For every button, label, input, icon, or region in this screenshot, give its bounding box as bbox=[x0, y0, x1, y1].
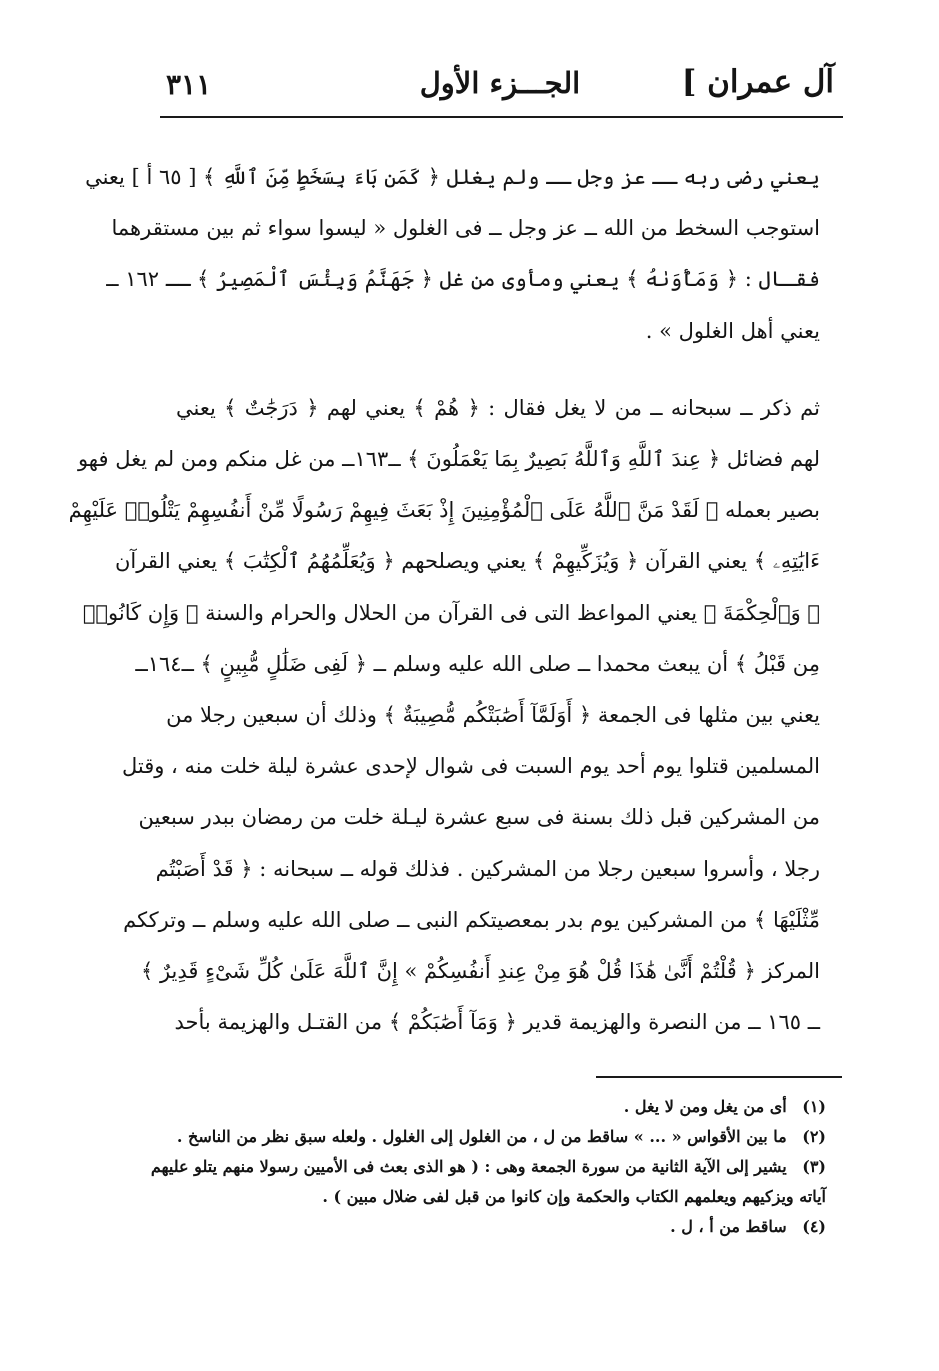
footnote-divider bbox=[596, 1076, 842, 1078]
text-line: المسلمين قتلوا يوم أحد يوم السبت فى شوال لإحدى عشرة ليلة خلت منه ، وقتل bbox=[121, 754, 820, 779]
footnote bbox=[176, 1212, 826, 1242]
footnote-text: ساقط من أ ، ل . bbox=[670, 1217, 787, 1236]
main-text bbox=[68, 152, 820, 1048]
footnote bbox=[176, 1092, 826, 1122]
text-line: رجلا ، وأسروا سبعين رجلا من المشركين . فذلك قوله ــ سبحانه : ﴿ قَدْ أَصَبْتُم bbox=[155, 856, 820, 881]
paragraph bbox=[85, 152, 820, 357]
page-number: ٣١١ bbox=[166, 68, 212, 101]
text-line: بصير بعمله ﴿ لَقَدْ مَنَّ ٱللَّهُ عَلَى ٱلْمُؤْمِنِينَ إِذْ بَعَثَ فِيهِمْ رَسُولًا مِّنْ أَنفُسِهِمْ يَتْلُوا۟ عَلَيْهِمْ bbox=[68, 498, 820, 523]
text-line: ثم ذكر ــ سبحانه ــ من لا يغل فقال : ﴿ هُمْ ﴾ يعني لهم ﴿ دَرَجَٰتٌ ﴾ يعني bbox=[176, 395, 820, 420]
footnote-text: ما بين الأقواس « ... » ساقط من ل ، من الغلول إلى الغلول . ولعله سبق نظر من الناسخ . bbox=[176, 1127, 787, 1146]
footnote-number: (١) bbox=[802, 1097, 826, 1116]
text-line: فقـال : ﴿ وَمَأْوَىٰهُ ﴾ يعني ومأوى من غل ﴿ جَهَنَّمُ وَبِئْسَ ٱلْمَصِيرُ ﴾ ــ ١٦٢ ــ bbox=[106, 267, 820, 292]
text-line: يعني أهل الغلول » . bbox=[645, 318, 820, 343]
text-line: مِّثْلَيْهَا ﴾ من المشركين يوم بدر بمعصيتكم النبى ــ صلى الله عليه وسلم ــ وترككم bbox=[123, 907, 820, 932]
footnote bbox=[150, 1152, 826, 1182]
footnotes bbox=[150, 1092, 826, 1242]
text-line: يعني رضى ربه ــ عز وجل ــ ولم يغلل ﴿ كَمَن بَاءَ بِسَخَطٍ مِّنَ ٱللَّهِ ﴾ [ ٦٥ أ ] يعني bbox=[85, 165, 820, 189]
footnote bbox=[176, 1122, 826, 1152]
footnote-continuation bbox=[176, 1182, 826, 1212]
footnote-text: أى من يغل ومن لا يغل . bbox=[623, 1097, 787, 1116]
text-line: لهم فضائل ﴿ عِندَ ٱللَّهِ وَٱللَّهُ بَصِيرٌ بِمَا يَعْمَلُونَ ﴾ ــ١٦٣ــ من غل منكم ومن لم يغل فهو bbox=[77, 447, 820, 472]
text-line: ــ ١٦٥ ــ من النصرة والهزيمة قدير ﴿ وَمَآ أَصَٰبَكُمْ ﴾ من القتـل والهزيمة بأحد bbox=[174, 1010, 820, 1035]
text-line: ءَايَٰتِهِۦ ﴾ يعني القرآن ﴿ وَيُزَكِّيهِمْ ﴾ يعني ويصلحهم ﴿ وَيُعَلِّمُهُمُ ٱلْكِتَٰبَ ﴾ يعني القرآن bbox=[115, 549, 820, 574]
text-line: المركز ﴿ قُلْتُمْ أَنَّىٰ هَٰذَا قُلْ هُوَ مِنْ عِندِ أَنفُسِكُمْ » إِنَّ ٱللَّهَ عَلَىٰ كُلِّ شَىْءٍ قَدِيرٌ ﴾ bbox=[140, 959, 820, 984]
text-line: يعني بين مثلها فى الجمعة ﴿ أَوَلَمَّآ أَصَٰبَتْكُم مُّصِيبَةٌ ﴾ وذلك أن سبعين رجلا من bbox=[166, 703, 820, 728]
running-header bbox=[160, 56, 840, 112]
text-line: ﴿ وَٱلْحِكْمَةَ ﴾ يعني المواعظ التى فى القرآن من الحلال والحرام والسنة ﴿ وَإِن كَانُوا۟ bbox=[82, 600, 820, 625]
part-title: الجـــزء الأول bbox=[419, 66, 581, 100]
text-line: استوجب السخط من الله ــ عز وجل ــ فى الغلول « ليسوا سواء ثم بين مستقرهما bbox=[111, 216, 820, 241]
surah-title: آل عمران ] bbox=[681, 64, 834, 100]
header-divider bbox=[160, 116, 843, 118]
footnote-text: يشير إلى الآية الثانية من سورة الجمعة وهى : ( هو الذى بعث فى الأميين رسولا منهم يتلو عليهم bbox=[150, 1157, 787, 1176]
footnote-text: آياته ويزكيهم ويعلمهم الكتاب والحكمة وإن كانوا من قبل لفى ضلال مبين ) . bbox=[322, 1187, 826, 1206]
footnote-number: (٣) bbox=[802, 1157, 826, 1176]
footnote-number: (٢) bbox=[802, 1127, 826, 1146]
paragraph bbox=[68, 383, 820, 1049]
text-line: مِن قَبْلُ ﴾ أن يبعث محمدا ــ صلى الله عليه وسلم ــ ﴿ لَفِى ضَلَٰلٍ مُّبِينٍ ﴾ ــ١٦٤ــ bbox=[135, 651, 820, 676]
footnote-number: (٤) bbox=[802, 1217, 826, 1236]
text-line: من المشركين قبل ذلك بسنة فى سبع عشرة ليـلة خلت من رمضان ببدر سبعين bbox=[138, 805, 820, 830]
